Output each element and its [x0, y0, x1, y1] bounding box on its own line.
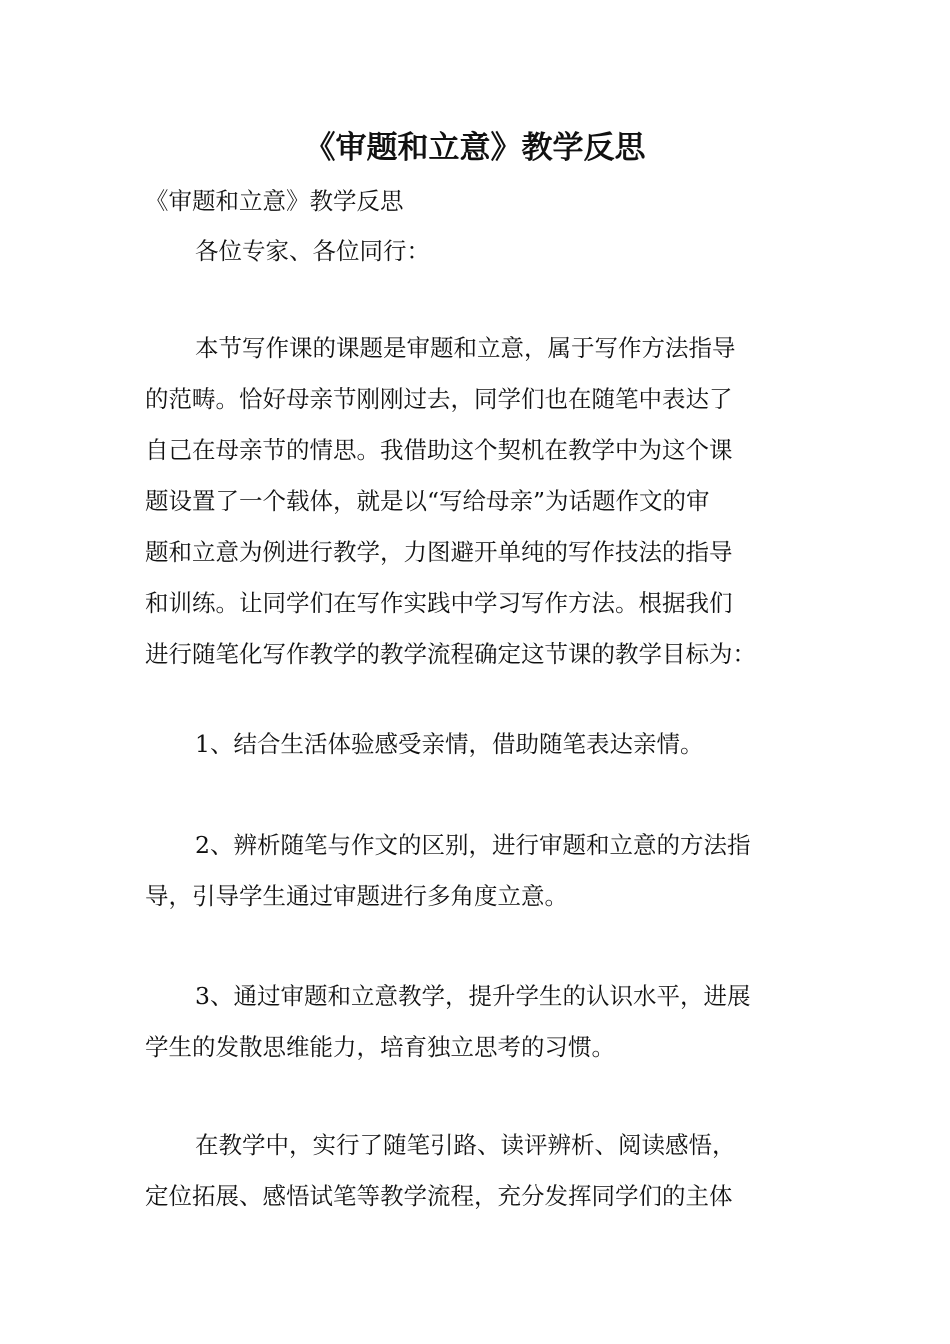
- document-title: 《审题和立意》教学反思: [304, 130, 646, 166]
- paragraph-line: 定位拓展、感悟试笔等教学流程，充分发挥同学们的主体: [145, 1182, 733, 1210]
- paragraph-line: 题设置了一个载体，就是以“写给母亲”为话题作文的审: [145, 487, 710, 515]
- paragraph-line: 学生的发散思维能力，培育独立思考的习惯。: [145, 1033, 615, 1061]
- paragraph-line: 导，引导学生通过审题进行多角度立意。: [145, 882, 568, 910]
- paragraph-line: 本节写作课的课题是审题和立意，属于写作方法指导: [195, 334, 736, 362]
- paragraph-line: 和训练。让同学们在写作实践中学习写作方法。根据我们: [145, 589, 733, 617]
- paragraph-line: 2、辨析随笔与作文的区别，进行审题和立意的方法指: [195, 831, 751, 859]
- paragraph-process: [145, 1120, 815, 1222]
- paragraph-goal-3: [145, 971, 815, 1073]
- paragraph-line: 3、通过审题和立意教学，提升学生的认识水平，进展: [195, 982, 751, 1010]
- paragraph-line: 1、结合生活体验感受亲情，借助随笔表达亲情。: [195, 730, 704, 758]
- paragraph-goal-2: [145, 820, 815, 922]
- paragraph-line: 题和立意为例进行教学，力图避开单纯的写作技法的指导: [145, 538, 733, 566]
- paragraph-line: 在教学中，实行了随笔引路、读评辨析、阅读感悟，: [195, 1131, 736, 1159]
- document-subtitle: 《审题和立意》教学反思: [145, 187, 404, 215]
- greeting-line: 各位专家、各位同行：: [195, 237, 430, 265]
- paragraph-goal-1: [145, 719, 815, 770]
- paragraph-intro: [145, 323, 815, 680]
- paragraph-line: 进行随笔化写作教学的教学流程确定这节课的教学目标为：: [145, 640, 756, 668]
- paragraph-line: 自己在母亲节的情思。我借助这个契机在教学中为这个课: [145, 436, 733, 464]
- paragraph-line: 的范畴。恰好母亲节刚刚过去，同学们也在随笔中表达了: [145, 385, 733, 413]
